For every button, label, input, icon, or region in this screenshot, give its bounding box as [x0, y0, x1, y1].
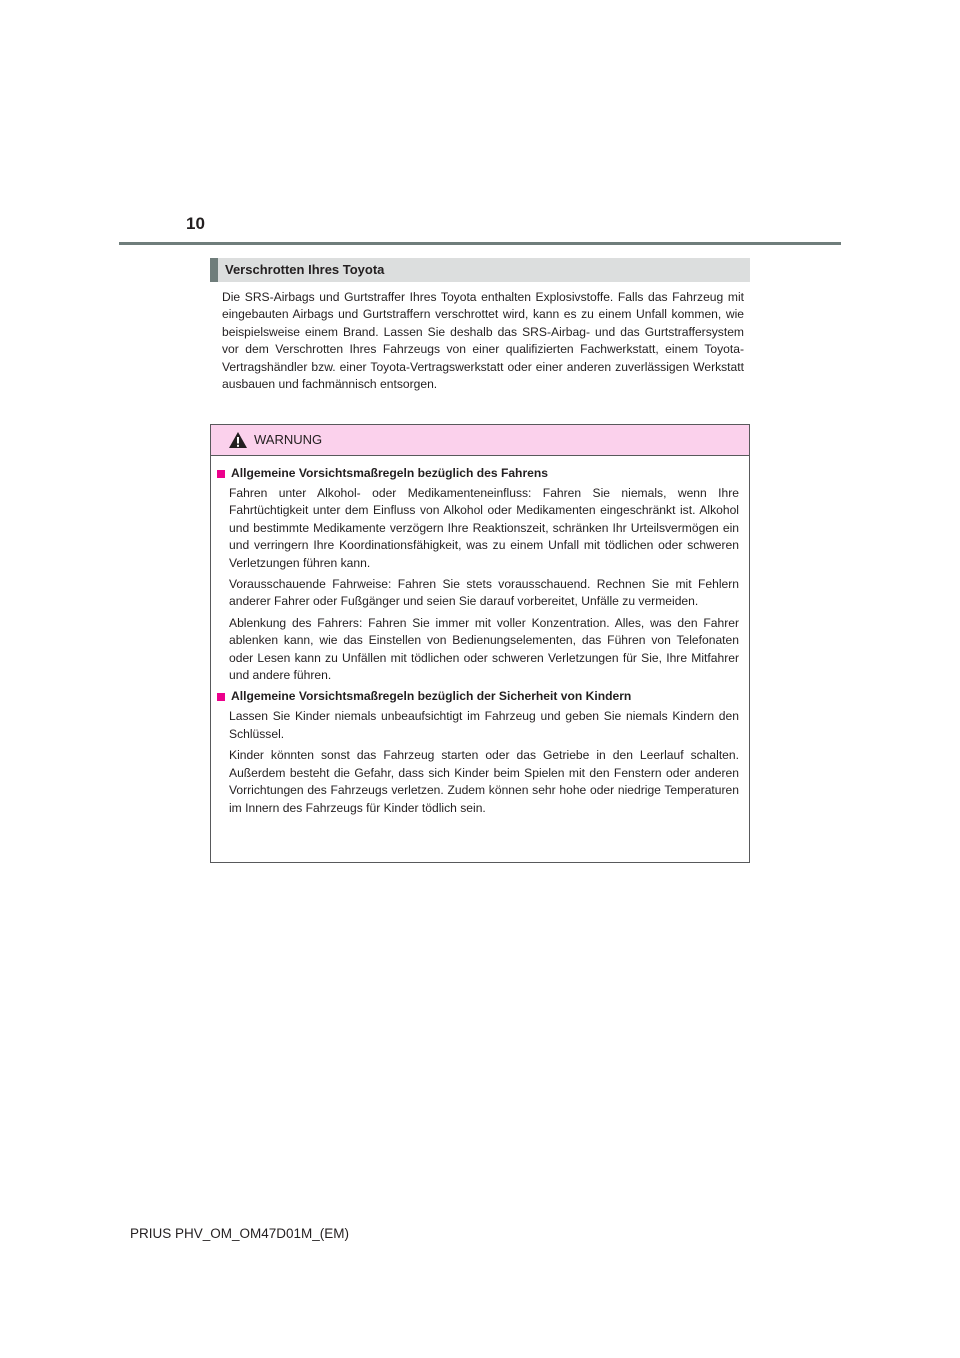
- warning-paragraph: Vorausschauende Fahrweise: Fahren Sie stets vorausschauend. Rechnen Sie mit Fehlern anderer Fahrer oder Fußgänger und seien Sie darauf vorbereitet, Unfälle zu vermeiden.: [229, 577, 739, 609]
- warning-triangle-icon: [228, 431, 248, 449]
- warning-paragraph: Fahren unter Alkohol- oder Medikamenteneinfluss: Fahren Sie niemals, wenn Ihre Fahrtüchtigkeit unter dem Einfluss von Alkohol oder Medikamenten eingeschränkt ist. Alkohol und bestimmte Medikamente verzögern Ihre Reaktionszeit, schränken Ihr Urteilsvermögen ein und verringern Ihre Koordinationsfähigkeit, was zu einem Unfall mit tödlichen oder schweren Verletzungen führen kann.: [229, 486, 739, 570]
- document-footer: PRIUS PHV_OM_OM47D01M_(EM): [130, 1226, 350, 1241]
- header-rule: [119, 242, 841, 245]
- bullet-square-icon: [217, 470, 225, 478]
- warning-item-heading: [217, 688, 749, 705]
- warning-item-heading-text: Allgemeine Vorsichtsmaßregeln bezüglich der Sicherheit von Kindern: [231, 689, 632, 704]
- bullet-square-icon: [217, 693, 225, 701]
- page-number: 10: [186, 214, 205, 233]
- warning-paragraph: Ablenkung des Fahrers: Fahren Sie immer mit voller Konzentration. Alles, was den Fahrer ablenken kann, wie das Einstellen von Bedienungselementen, das Führen von Telefonaten oder Lesen kann zu Unfällen mit tödlichen oder schweren Verletzungen für Sie, Ihre Mitfahrer und andere führen.: [229, 615, 739, 683]
- section-intro: Die SRS-Airbags und Gurtstraffer Ihres Toyota enthalten Explosivstoffe. Falls das Fahrzeug mit eingebauten Airbags und Gurtstraffern verschrottet wird, kann es zu einem Unfall kommen, wie beispielsweise einem Brand. Lassen Sie deshalb das SRS-Airbag- und das Gurtstraffersystem vor dem Verschrotten Ihres Fahrzeugs von einer qualifizierten Fachwerkstatt, einem Toyota-Vertragshändler bzw. einer Toyota-Vertragswerkstatt oder einer anderen zuverlässigen Werkstatt ausbauen und fachmännisch entsorgen.: [222, 290, 744, 392]
- warning-item-heading: [217, 465, 749, 482]
- warning-paragraph: Lassen Sie Kinder niemals unbeaufsichtigt im Fahrzeug und geben Sie niemals Kindern den Schlüssel.: [229, 709, 739, 741]
- warning-header: [211, 425, 749, 456]
- warning-paragraph: Kinder könnten sonst das Fahrzeug starten oder das Getriebe in den Leerlauf schalten. Außerdem besteht die Gefahr, dass sich Kinder beim Spielen mit den Fenstern oder anderen Vorrichtungen des Fahrzeugs verletzen. Zudem können sehr hohe oder niedrige Temperaturen im Innern des Fahrzeugs für Kinder tödlich sein.: [229, 748, 739, 815]
- warning-box: [210, 424, 750, 863]
- warning-body: [211, 465, 749, 821]
- warning-item-heading-text: Allgemeine Vorsichtsmaßregeln bezüglich des Fahrens: [231, 466, 548, 480]
- section-heading: Verschrotten Ihres Toyota: [210, 258, 750, 282]
- warning-title: WARNUNG: [254, 432, 323, 447]
